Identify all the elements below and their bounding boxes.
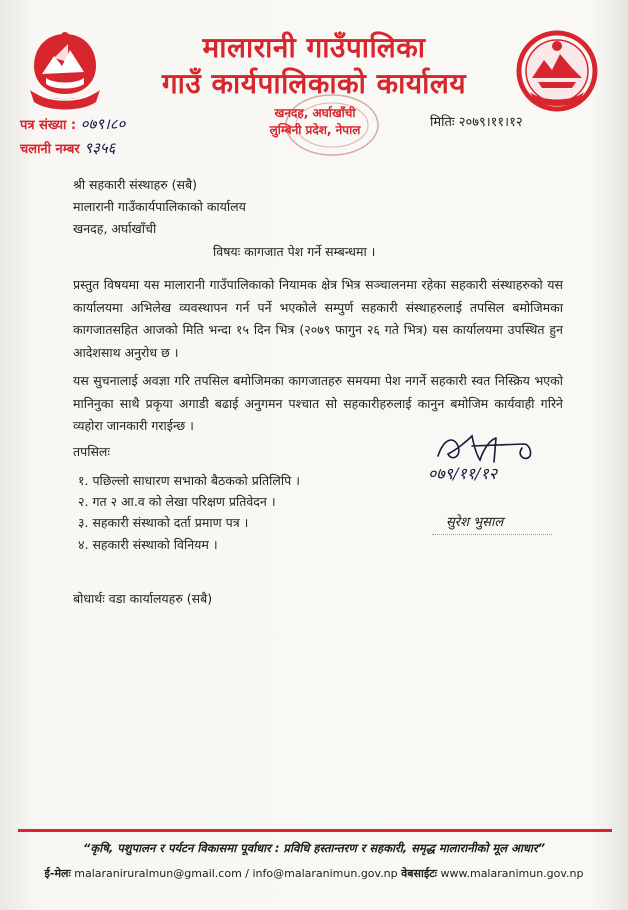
- office-address-district: खनदह, अर्घाखाँची: [274, 106, 356, 120]
- body-paragraph-2: यस सुचनालाई अवज्ञा गरि तपसिल बमोजिमका कागजातहरु समयमा पेश नगर्ने सहकारी स्वत निस्क्रिय भएको मानिनुका साथै प्रकृया अगाडी बढाई अनुगमन पश्चात सो सहकारीहरुलाई कानुन बमोजिम कार्यवाही गरिने व्यहोरा जानकारी गराईन्छ ।: [73, 373, 563, 433]
- annex-item: २. गत २ आ.व को लेखा परिक्षण प्रतिवेदन ।: [78, 494, 276, 509]
- cc-line: बोधार्थः वडा कार्यालयहरु (सबै): [73, 591, 213, 606]
- footer-divider: [18, 829, 612, 832]
- website-label: वेबसाईटः: [401, 867, 437, 880]
- letter-date-value: २०७९।११।१२: [458, 115, 523, 130]
- letter-number-value: ०७९।८०: [80, 115, 126, 133]
- annex-item: १. पछिल्लो साधारण सभाको बैठकको प्रतिलिपि ।: [78, 473, 300, 488]
- dispatch-number-value: ९३५६: [84, 139, 116, 157]
- email-label: ई-मेलः: [44, 867, 71, 880]
- footer-motto: “कृषि, पशुपालन र पर्यटन विकासमा पूर्वाधार : प्रविधि हस्तान्तरण र सहकारी, समृद्ध मालारानीको मूल आधार”: [82, 841, 546, 855]
- letter-number-label: पत्र संख्या :: [20, 118, 77, 133]
- dispatch-number: [20, 138, 115, 158]
- letter-date-label: मितिः: [430, 115, 455, 130]
- signature-date: ०७९/११/१२: [428, 464, 498, 483]
- annex-item: ४. सहकारी संस्थाको विनियम ।: [78, 537, 218, 552]
- recipient-line2: मालारानी गाउँकार्यपालिकाको कार्यालय: [73, 199, 246, 214]
- website-url: www.malaranimun.gov.np: [440, 867, 584, 880]
- letter-subject: विषयः कागजात पेश गर्ने सम्बन्धमा ।: [213, 244, 376, 259]
- body-paragraph-1: प्रस्तुत विषयमा यस मालारानी गाउँपालिकाको नियामक क्षेत्र भित्र सञ्चालनमा रहेका सहकारी संस्थाहरुको यस कार्यालयमा अभिलेख व्यवस्थापन गर्न पर्ने भएकोले सम्पुर्ण सहकारी संस्थाहरुलाई तपसिल बमोजिमका कागजातसहित आजको मिति भन्दा १५ दिन भित्र (२०७९ फागुन २६ गते भित्र) यस कार्यालयमा उपस्थित हुन आदेशसाथ अनुरोध छ ।: [73, 277, 563, 360]
- office-address-province: लुम्बिनी प्रदेश, नेपाल: [269, 123, 361, 137]
- signatory-name: सुरेश भुसाल: [446, 515, 504, 530]
- letter-date: [430, 112, 523, 130]
- letter-number: [20, 114, 125, 134]
- dispatch-number-label: चलानी नम्बर: [20, 142, 80, 157]
- recipient-line1: श्री सहकारी संस्थाहरु (सबै): [73, 177, 198, 192]
- footer-contact: [0, 866, 628, 881]
- annex-heading: तपसिलः: [73, 444, 110, 459]
- recipient-line3: खनदह, अर्घाखाँची: [73, 221, 157, 236]
- email-addresses: malaraniruralmun@gmail.com / info@malaranimun.gov.np: [74, 867, 398, 880]
- signature-rule: [432, 534, 552, 535]
- office-title-line1: मालारानी गाउँपालिका: [202, 31, 426, 64]
- office-title-line2: गाउँ कार्यपालिकाको कार्यालय: [161, 67, 467, 100]
- annex-item: ३. सहकारी संस्थाको दर्ता प्रमाण पत्र ।: [78, 515, 249, 530]
